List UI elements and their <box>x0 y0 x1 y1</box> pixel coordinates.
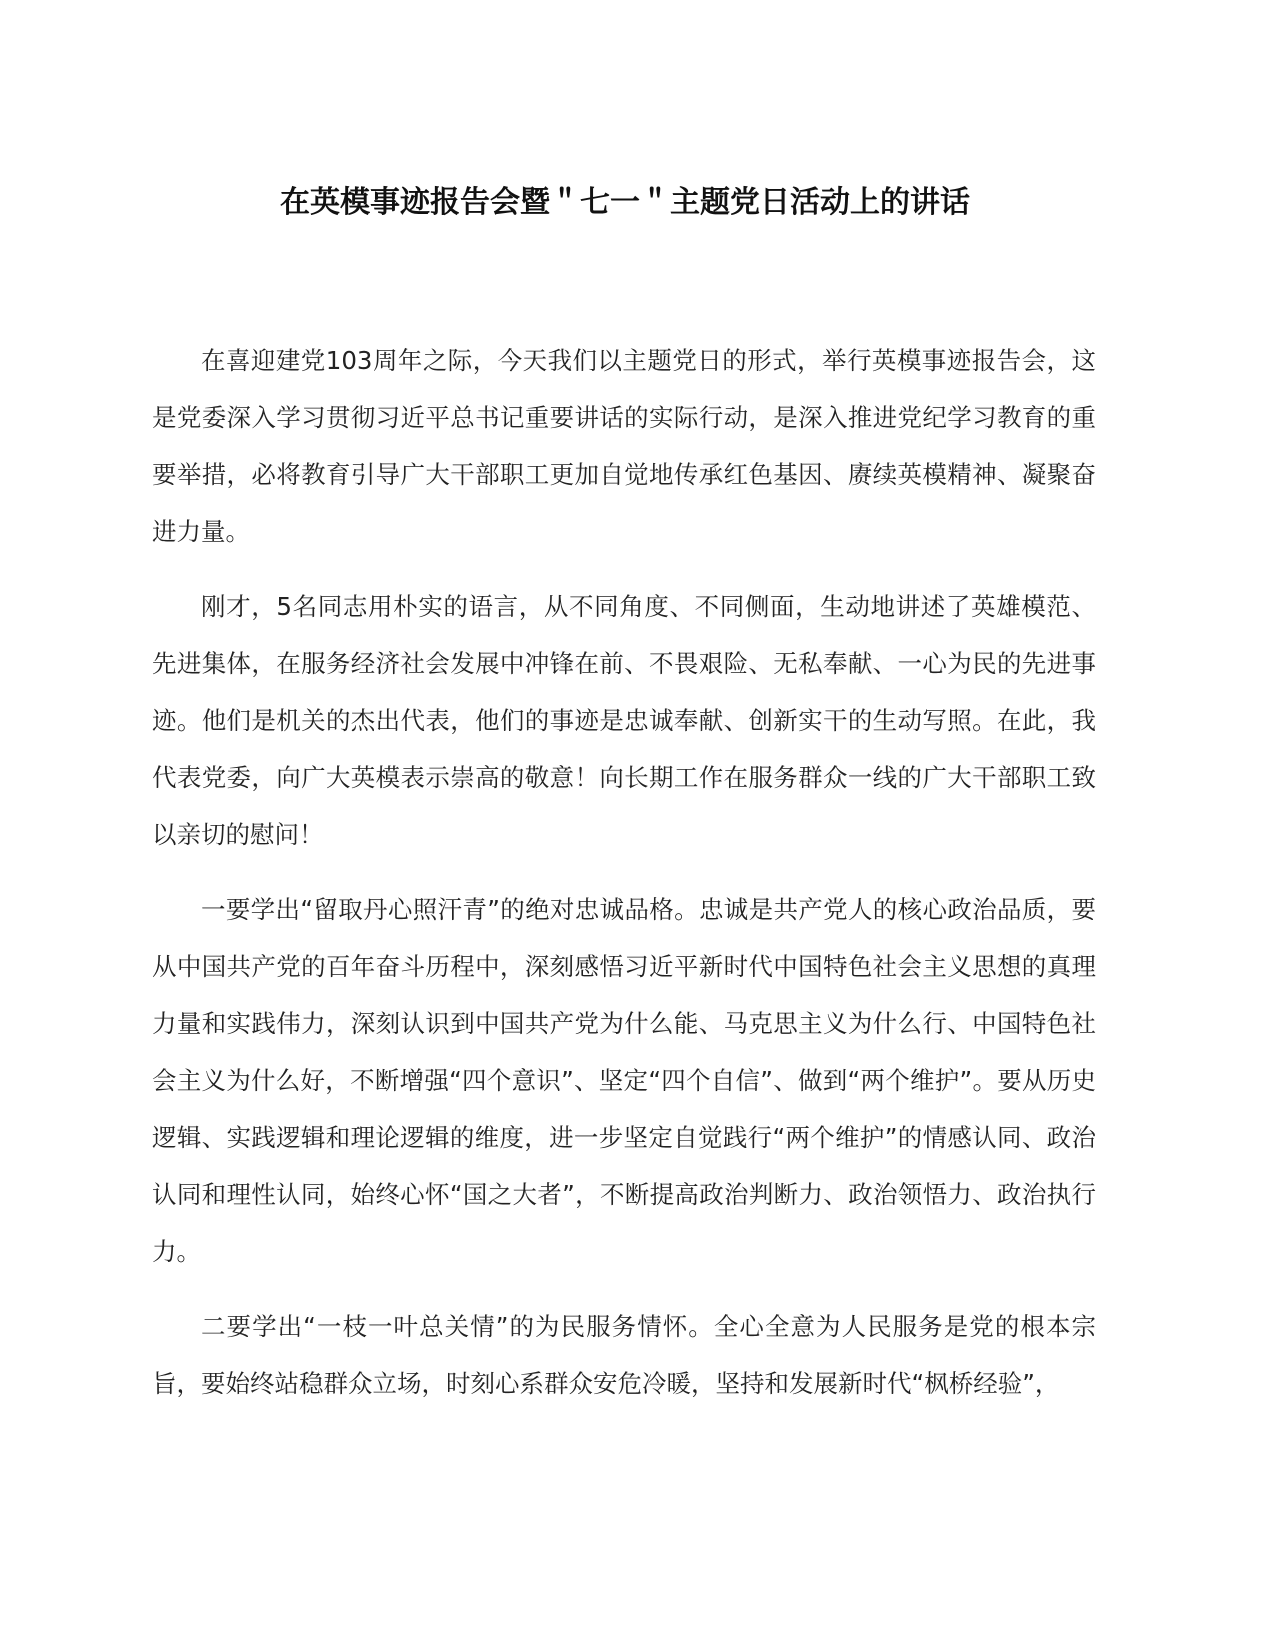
paragraph-loyalty: 一要学出“留取丹心照汗青”的绝对忠诚品格。忠诚是共产党人的核心政治品质，要从中国共产党的百年奋斗历程中，深刻感悟习近平新时代中国特色社会主义思想的真理力量和实践伟力，深刻认识到中国共产党为什么能、马克思主义为什么行、中国特色社会主义为什么好，不断增强“四个意识”、坚定“四个自信”、做到“两个维护”。要从历史逻辑、实践逻辑和理论逻辑的维度，进一步坚定自觉践行“两个维护”的情感认同、政治认同和理性认同，始终心怀“国之大者”，不断提高政治判断力、政治领悟力、政治执行力。 <box>152 895 1096 1266</box>
paragraph-tribute: 刚才，5名同志用朴实的语言，从不同角度、不同侧面，生动地讲述了英雄模范、先进集体，在服务经济社会发展中冲锋在前、不畏艰险、无私奉献、一心为民的先进事迹。他们是机关的杰出代表，他们的事迹是忠诚奉献、创新实干的生动写照。在此，我代表党委，向广大英模表示崇高的敬意！向长期工作在服务群众一线的广大干部职工致以亲切的慰问！ <box>152 592 1096 849</box>
document-body <box>152 332 1096 1430</box>
paragraph-opening: 在喜迎建党103周年之际，今天我们以主题党日的形式，举行英模事迹报告会，这是党委深入学习贯彻习近平总书记重要讲话的实际行动，是深入推进党纪学习教育的重要举措，必将教育引导广大干部职工更加自觉地传承红色基因、赓续英模精神、凝聚奋进力量。 <box>152 346 1096 546</box>
document-title: 在英模事迹报告会暨＂七一＂主题党日活动上的讲话 <box>280 185 970 220</box>
paragraph-service: 二要学出“一枝一叶总关情”的为民服务情怀。全心全意为人民服务是党的根本宗旨，要始终站稳群众立场，时刻心系群众安危冷暖，坚持和发展新时代“枫桥经验”， <box>152 1312 1096 1398</box>
